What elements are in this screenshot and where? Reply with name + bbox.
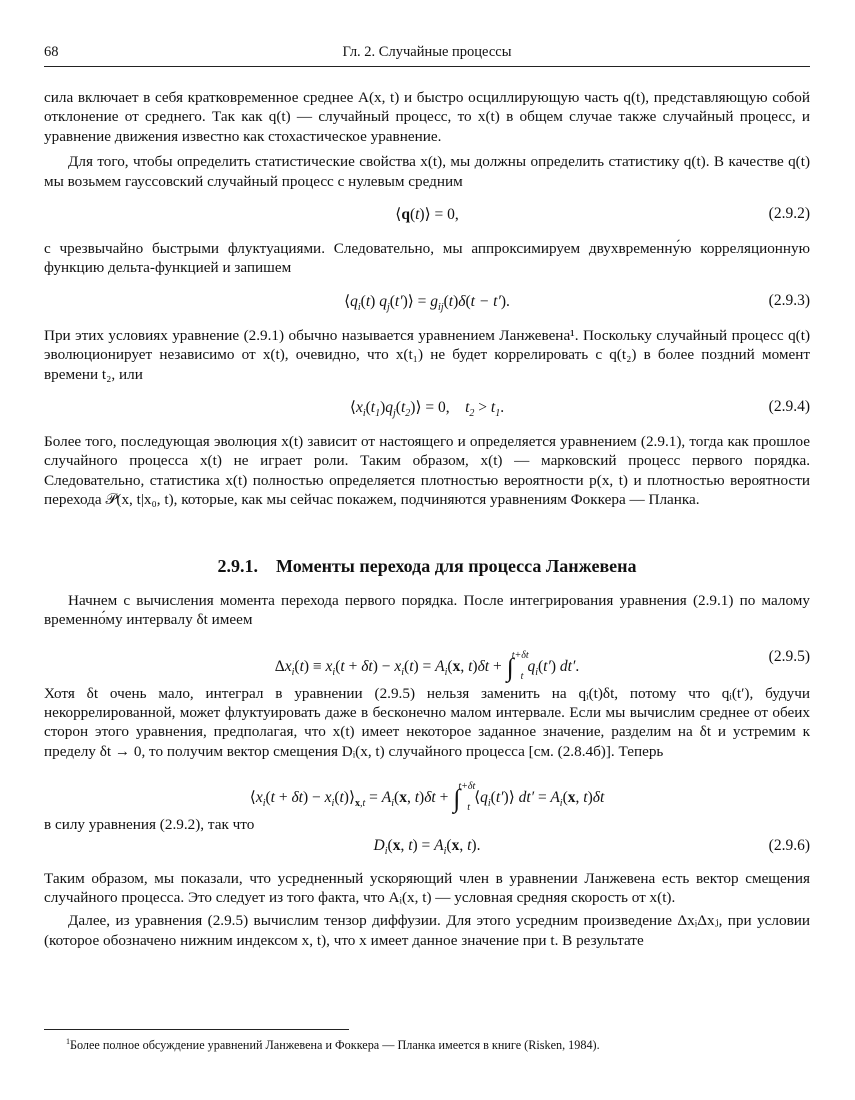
equation-2-9-2	[44, 205, 810, 225]
paragraph: сила включает в себя кратковременное среднее A(x, t) и быстро осциллирующую часть q(t), представляющую собой отклонение от среднего. Так как q(t) — случайный процесс, то x(t) в общем случае также случайный процесс, и уравнение движения известно как стохастическое уравнение.	[44, 89, 810, 145]
paragraph: с чрезвычайно быстрыми флуктуациями. Следовательно, мы аппроксимируем двухвременну́ю корреляционную функцию дельта-функцией и запишем	[44, 240, 810, 277]
equation-2-9-5	[44, 640, 810, 682]
equation-formula: $⟨x_i(t + \delta t)$ − $x_i(t)⟩_{x,t} = A_i(x$, $t)\delta t + \int^{t+\delta t}_t⟨q_i(t')⟩$ $dt' = A_i(x$, t)δt	[249, 781, 605, 814]
paragraph: При этих условиях уравнение (2.9.1) обычно называется уравнением Ланжевена¹. Поскольку случайный процесс q(t) эволюционирует независимо от x(t), очевидно, что x(t₁) не будет коррелировать с q(t₂) в более поздний момент времени t₂, или	[44, 326, 810, 383]
paragraph: Хотя δt очень мало, интеграл в уравнении (2.9.5) нельзя заменить на qᵢ(t)δt, потому что qᵢ(t′), будучи некоррелированной, может флуктуировать даже в бесконечно малом интервале. Если мы вычислим среднее от обеих сторон этого уравнения, предполагая, что x(t) имеет некоторое заданное значение, разделим на δt и устремим к пределу δt → 0, то получим вектор смещения Dᵢ(x, t) случайного процесса [см. (2.8.4б)]. Теперь	[44, 684, 810, 760]
equation-number: (2.9.5)	[768, 647, 810, 665]
running-header	[44, 44, 810, 67]
equation-drift-average	[44, 771, 810, 814]
paragraph: Таким образом, мы показали, что усредненный ускоряющий член в уравнении Ланжевена есть вектор смещения случайного процесса. Это следует из того факта, что Aᵢ(x, t) — условная средняя скорость от x(t).	[44, 869, 810, 906]
equation-formula: $⟨x_i(t_1)q_j(t_2)⟩ = 0$, $t_2 > t_1$.	[349, 399, 505, 420]
section-title: Моменты перехода для процесса Ланжевена	[275, 555, 637, 576]
equation-formula: $\Delta x_i(t) \equiv x_i(t + \delta t) - x_i(t) = A_i(x$, $t)\delta t + \int^{t+\delta t}_tq_i(t')$ dt′.	[274, 649, 580, 682]
paragraph: Далее, из уравнения (2.9.5) вычислим тензор диффузии. Для этого усредним произведение ΔxᵢΔxⱼ, при условии (которое обозначено нижним индексом x, t), что x имеет данное значение при t. В результате	[44, 912, 810, 949]
page-body	[44, 88, 810, 950]
paragraph: в силу уравнения (2.9.2), так что	[44, 816, 255, 834]
equation-number: (2.9.4)	[768, 398, 810, 416]
paragraph: Для того, чтобы определить статистические свойства x(t), мы должны определить статистику q(t). В качестве q(t) мы возьмем гауссовский случайный процесс с нулевым средним	[44, 153, 810, 190]
equation-2-9-3	[44, 292, 810, 312]
footnote-text: Более полное обсуждение уравнений Ланжевена и Фоккера — Планка имеется в книге (Risken, 1984).	[70, 1038, 600, 1053]
equation-formula: $⟨q_i(t)$ $q_j(t')⟩ = g_{ij}(t)\delta(t - t')$.	[344, 292, 510, 313]
equation-number: (2.9.3)	[768, 291, 810, 309]
section-heading	[44, 556, 810, 577]
running-title: Гл. 2. Случайные процессы	[342, 44, 512, 60]
equation-formula: $D_i(x$, $t) = A_i(x$, t).	[373, 836, 481, 857]
footnote-rule	[44, 1029, 349, 1030]
equation-number: (2.9.2)	[768, 205, 810, 223]
footnote	[44, 1034, 810, 1053]
paragraph: Начнем с вычисления момента перехода первого порядка. После интегрирования уравнения (2.9.1) по малому временно́му интервалу δt имеем	[44, 591, 810, 629]
equation-2-9-6	[44, 837, 810, 857]
equation-number: (2.9.6)	[768, 836, 810, 854]
paragraph: Более того, последующая эволюция x(t) зависит от настоящего и определяется уравнением (2.9.1), тогда как прошлое случайного процесса x(t) не играет роли. Таким образом, x(t) — марковский процесс первого порядка. Следовательно, статистика x(t) полностью определяется плотностью вероятности p(x, t) и плотностью вероятности перехода 𝒫(x, t|x₀, t), которые, как мы сейчас покажем, подчиняются уравнениям Фоккера — Планка.	[44, 433, 810, 509]
page-number: 68	[44, 44, 59, 60]
equation-2-9-4	[44, 398, 810, 418]
footnote-mark: 1	[66, 1037, 70, 1046]
equation-formula: ⟨q(t)⟩ = 0,	[395, 206, 459, 224]
section-number: 2.9.1.	[217, 555, 258, 576]
